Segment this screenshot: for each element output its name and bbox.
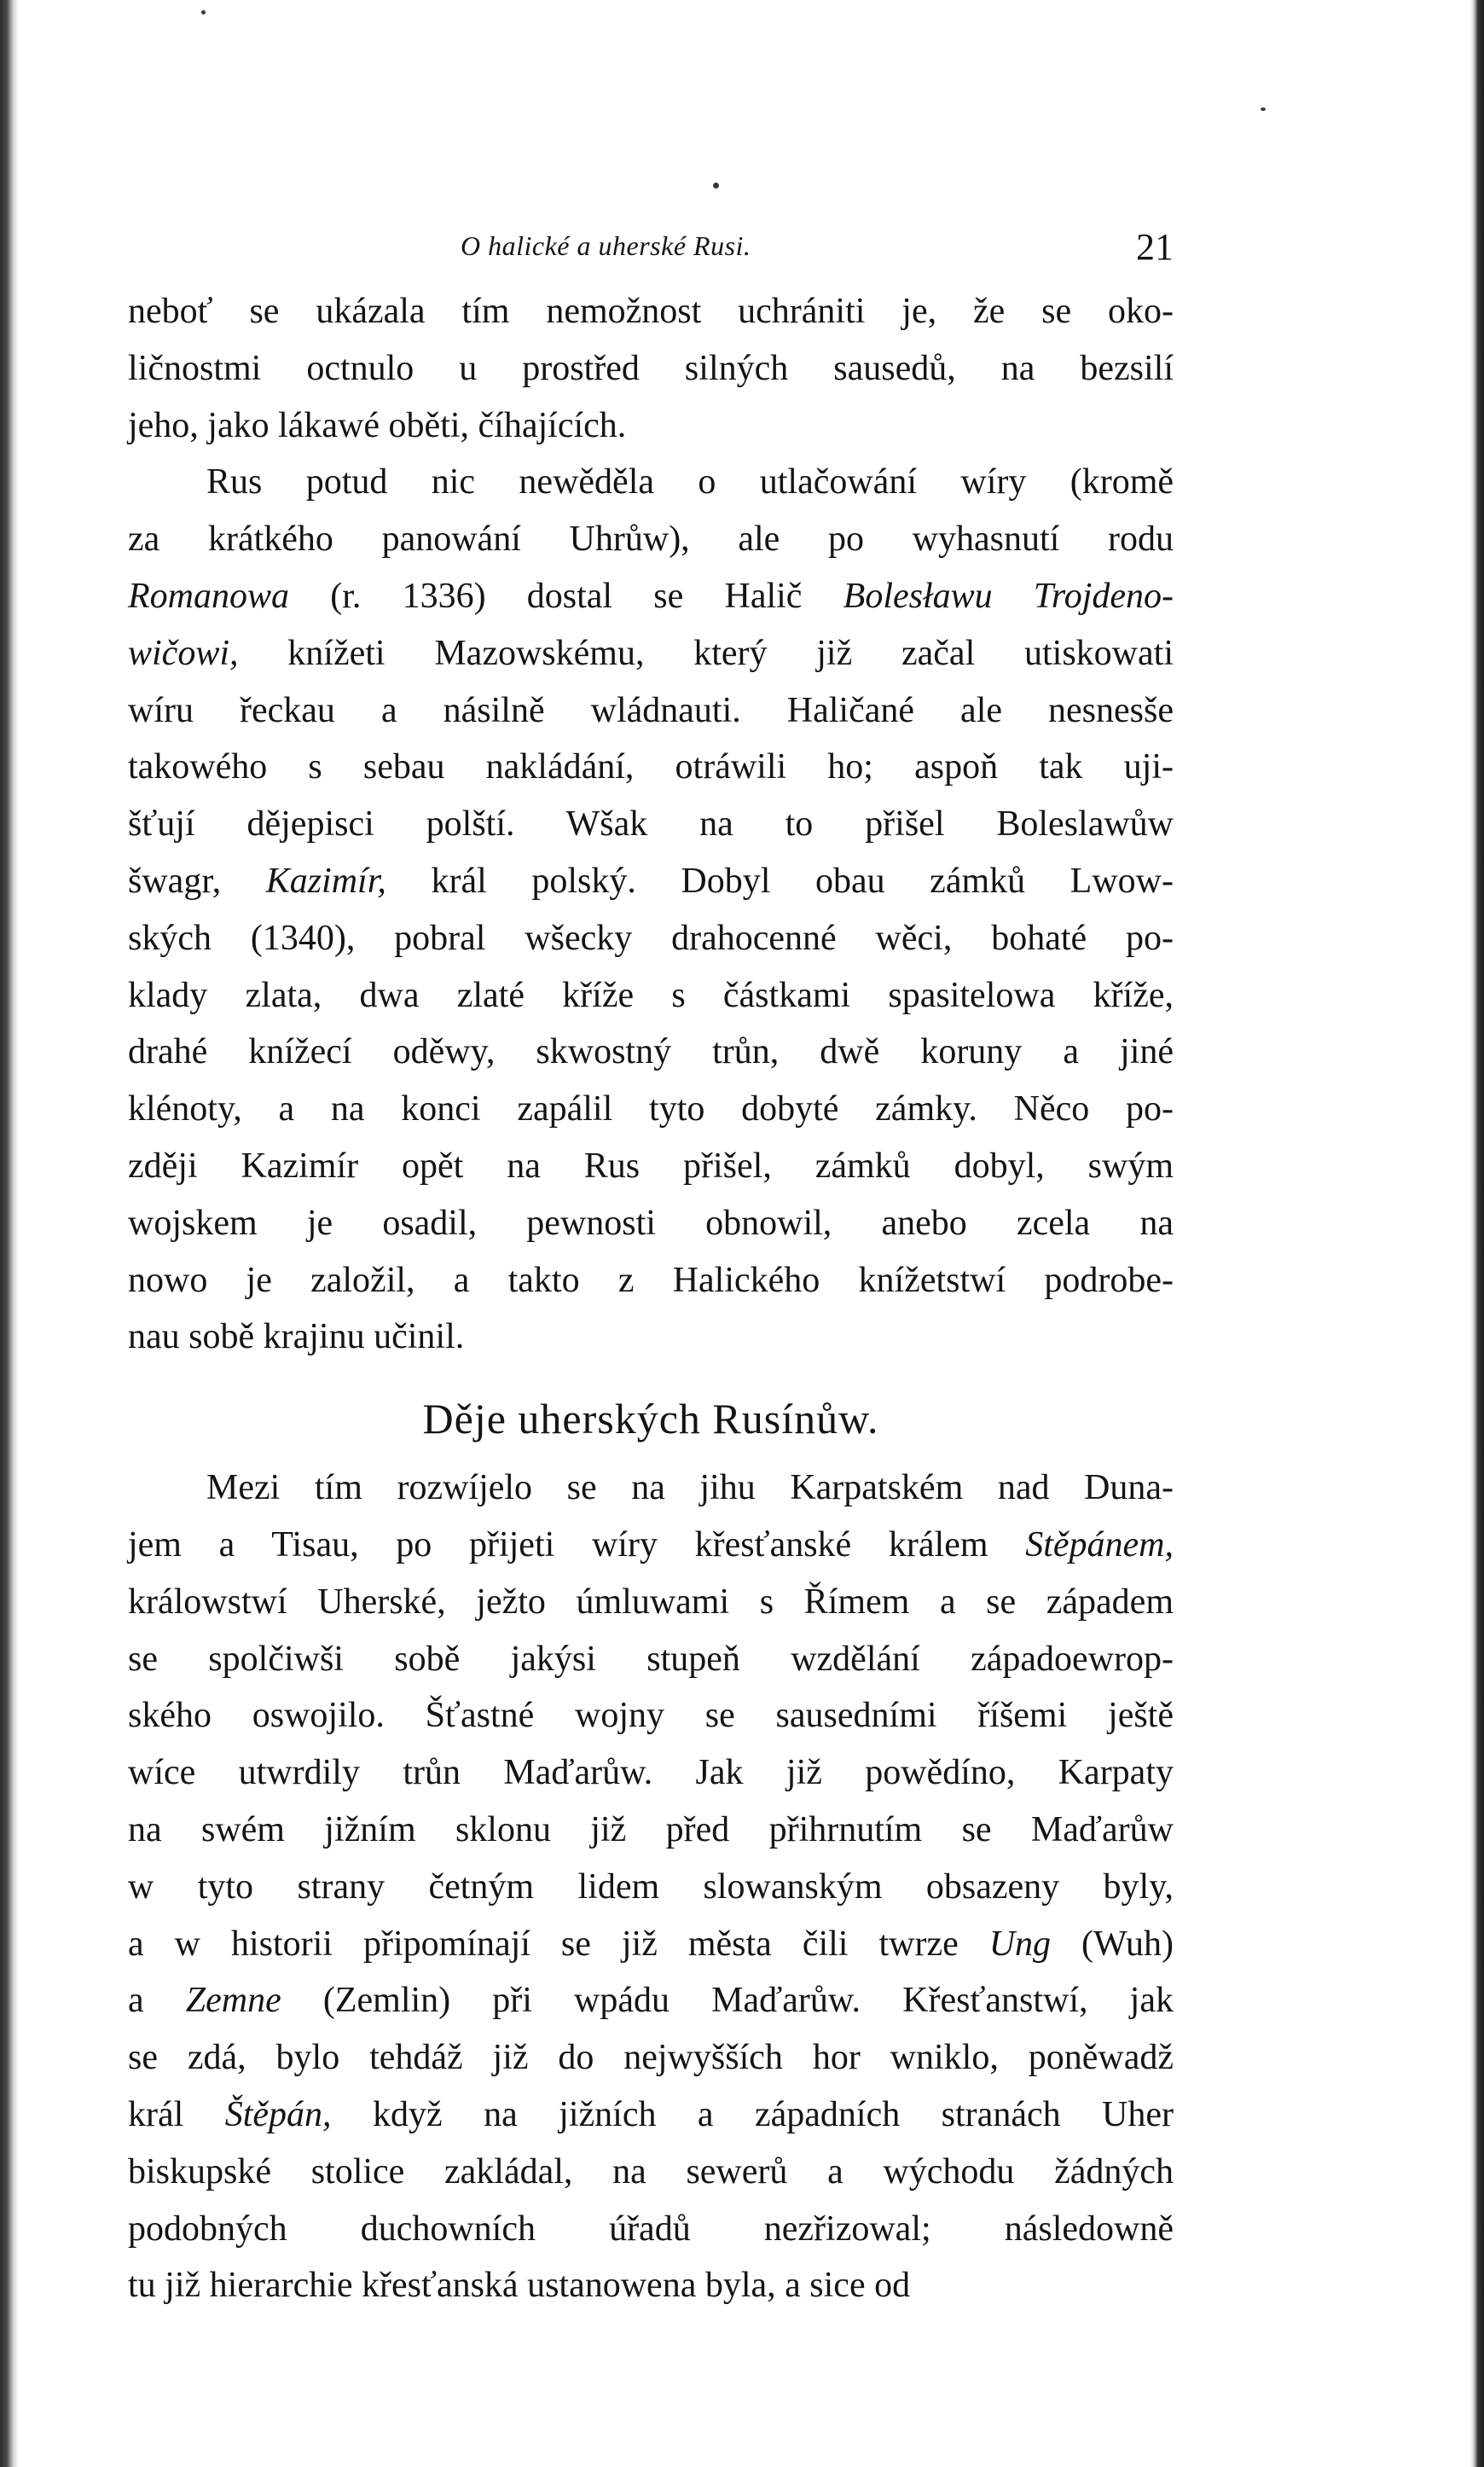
text-run: když na jižních a západních stranách Uher	[331, 2094, 1174, 2134]
text-line	[128, 398, 1174, 455]
italic-text: Kazimír,	[265, 861, 386, 901]
text-run: (r. 1336) dostal se Halič	[289, 576, 843, 616]
text-line	[128, 1631, 1174, 1688]
text-run: (Wuh)	[1051, 1924, 1174, 1964]
text-line	[128, 454, 1174, 511]
text-run: drahé knížecí oděwy, skwostný trůn, dwě koruny a jiné	[128, 1032, 1174, 1072]
text-line	[128, 2029, 1174, 2087]
text-run: ských (1340), pobral wšecky drahocenné wěci, bohaté po-	[128, 918, 1174, 958]
text-line	[128, 1916, 1174, 1973]
text-line	[128, 568, 1174, 625]
text-run: tu již hierarchie křesťanská ustanowena byla, a sice od	[128, 2266, 911, 2306]
text-line	[128, 1252, 1174, 1309]
text-line	[128, 1138, 1174, 1195]
text-run: jem a Tisau, po přijeti wíry křesťanské králem	[128, 1524, 1026, 1564]
text-run: neboť se ukázala tím nemožnost uchrániti je, že se oko-	[128, 292, 1174, 331]
text-run: šťují dějepisci polští. Wšak na to přišel Boleslawůw	[128, 804, 1174, 845]
text-line	[128, 1574, 1174, 1631]
text-run: nau sobě krajinu učinil.	[128, 1317, 465, 1357]
text-run: (Zemlin) při wpádu Maďarůw. Křesťanstwí, jak	[281, 1981, 1174, 2021]
text-run: šwagr,	[128, 861, 266, 901]
text-run: klady zlata, dwa zlaté kříže s částkami spasitelowa kříže,	[128, 975, 1174, 1015]
text-line	[128, 1309, 1174, 1366]
text-run: král polský. Dobyl obau zámků Lwow-	[385, 861, 1174, 901]
paragraph	[128, 1460, 1174, 2314]
text-line	[128, 283, 1174, 340]
italic-text: Romanowa	[128, 576, 289, 616]
scan-speck	[201, 10, 206, 15]
text-line	[128, 1024, 1174, 1081]
paragraph	[128, 283, 1174, 454]
text-run: ského oswojilo. Šťastné wojny se sausedními říšemi ještě	[128, 1696, 1174, 1736]
text-run: nowo je založil, a takto z Halického knížetstwí podrobe-	[128, 1260, 1174, 1300]
text-line	[128, 853, 1174, 910]
text-run: král	[128, 2094, 225, 2134]
text-line	[128, 1744, 1174, 1802]
text-line	[128, 1802, 1174, 1859]
text-line	[128, 511, 1174, 568]
italic-text: Bolesławu Trojdeno-	[843, 576, 1174, 616]
italic-text: wičowi,	[128, 633, 239, 673]
scan-speck	[1261, 107, 1266, 111]
book-page	[128, 223, 1174, 2314]
text-line	[128, 340, 1174, 398]
scan-speck	[713, 183, 719, 189]
text-run: knížeti Mazowskému, který již začal utiskowati	[238, 633, 1174, 673]
text-run: wíru řeckau a násilně wládnauti. Haličané ale nesnesše	[128, 690, 1174, 730]
paragraph	[128, 454, 1174, 1366]
text-run: klénoty, a na konci zapálil tyto dobyté zámky. Něco po-	[128, 1089, 1174, 1129]
italic-text: Stěpánem,	[1025, 1524, 1174, 1564]
text-run: wojskem je osadil, pewnosti obnowil, anebo zcela na	[128, 1203, 1174, 1243]
text-run: králowstwí Uherské, ježto úmluwami s Římem a se západem	[128, 1582, 1174, 1622]
text-run: za krátkého panowání Uhrůw), ale po wyhasnutí rodu	[128, 520, 1174, 560]
text-line	[128, 1081, 1174, 1138]
text-line	[128, 2201, 1174, 2258]
text-run: a	[128, 1981, 186, 2021]
italic-text: Štěpán,	[224, 2094, 332, 2134]
text-line	[128, 739, 1174, 796]
running-title: O halické a uherské Rusi.	[461, 230, 751, 261]
text-run: podobných duchowních úřadů nezřizowal; následowně	[128, 2209, 1174, 2249]
running-head	[128, 223, 1174, 283]
italic-text: Zemne	[185, 1981, 281, 2021]
text-line	[128, 967, 1174, 1025]
text-run: jeho, jako lákawé oběti, číhajících.	[128, 405, 627, 445]
section-text	[128, 1460, 1174, 2314]
text-line	[128, 1687, 1174, 1744]
text-line	[128, 1517, 1174, 1574]
text-run: zději Kazimír opět na Rus přišel, zámků dobyl, swým	[128, 1146, 1174, 1186]
text-run: se zdá, bylo tehdáž již do nejwyšších hor wniklo, poněwadž	[128, 2038, 1174, 2078]
text-line	[128, 1460, 1174, 1517]
text-line	[128, 625, 1174, 682]
italic-text: Ung	[988, 1924, 1052, 1964]
text-run: Mezi tím rozwíjelo se na jihu Karpatském nad Duna-	[206, 1468, 1174, 1508]
body-text	[128, 283, 1174, 1366]
text-line	[128, 2144, 1174, 2201]
text-run: a w historii připomínají se již města čili twrze	[128, 1924, 989, 1964]
text-line	[128, 682, 1174, 740]
text-line	[128, 1195, 1174, 1252]
scan-edge-left	[0, 0, 19, 2467]
page-number: 21	[1136, 226, 1174, 268]
text-line	[128, 2257, 1174, 2314]
text-run: wíce utwrdily trůn Maďarůw. Jak již powědíno, Karpaty	[128, 1753, 1174, 1793]
text-line	[128, 1972, 1174, 2029]
scan-edge-right	[1470, 0, 1484, 2467]
text-run: Rus potud nic newěděla o utlačowání wíry (kromě	[206, 462, 1174, 502]
text-run: na swém jižním sklonu již před přihrnutím se Maďarůw	[128, 1809, 1174, 1849]
text-run: ličnostmi octnulo u prostřed silných sausedů, na bezsilí	[128, 348, 1174, 388]
text-line	[128, 796, 1174, 853]
text-run: se spolčiwši sobě jakýsi stupeň wzdělání západoewrop-	[128, 1639, 1174, 1679]
text-run: biskupské stolice zakládal, na sewerů a wýchodu žádných	[128, 2151, 1174, 2191]
text-run: takowého s sebau nakládání, otráwili ho; aspoň tak uji-	[128, 747, 1174, 787]
section-heading: Děje uherských Rusínůw.	[422, 1395, 879, 1443]
text-line	[128, 2087, 1174, 2144]
text-line	[128, 910, 1174, 967]
text-run: w tyto strany četným lidem slowanským obsazeny byly,	[128, 1866, 1174, 1907]
text-line	[128, 1859, 1174, 1916]
